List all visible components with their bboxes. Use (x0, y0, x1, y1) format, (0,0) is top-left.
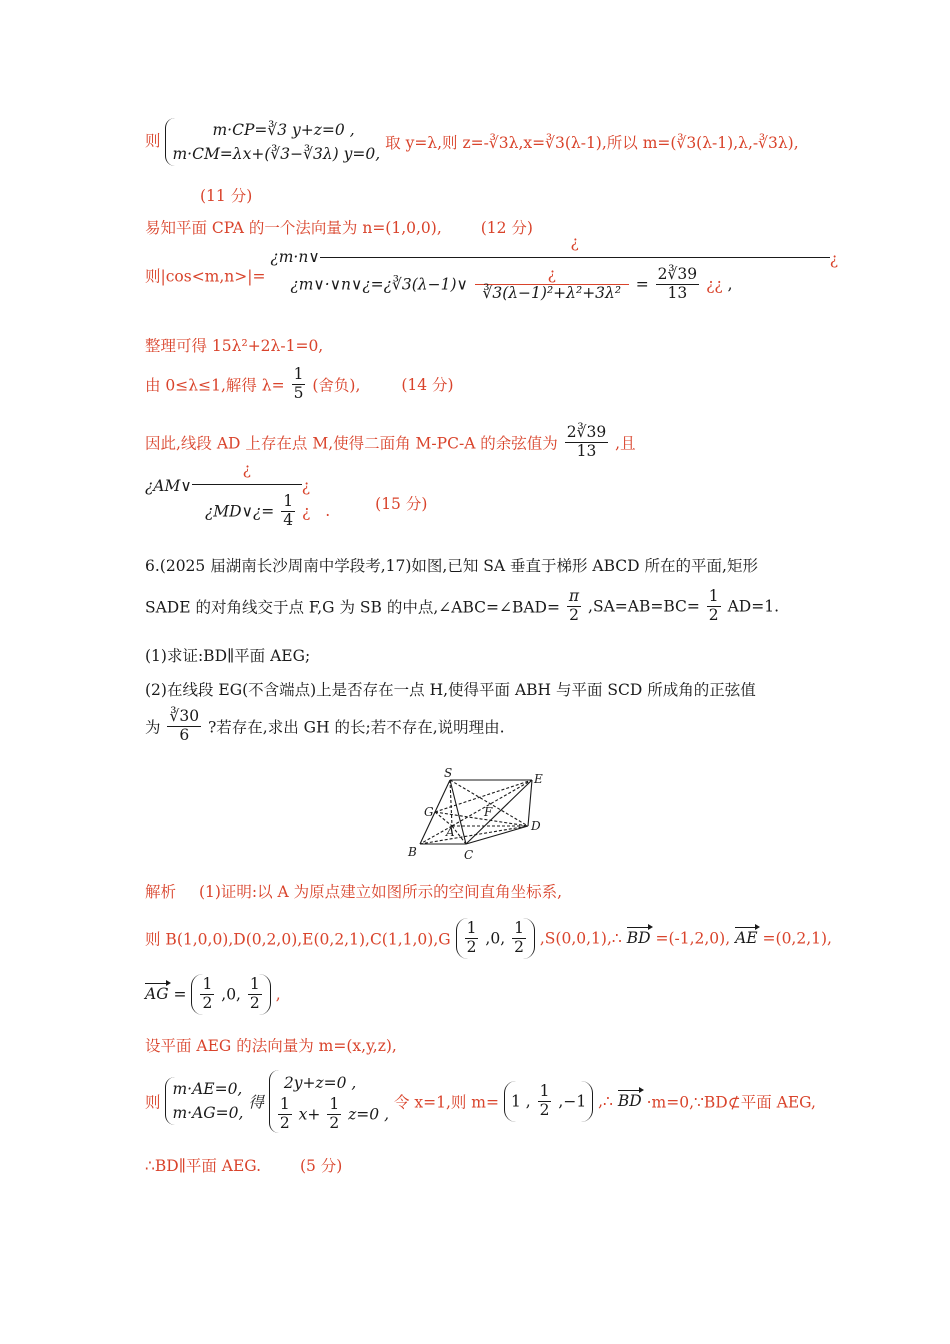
cos-prefix: 则|cos<m,n>|= (145, 267, 266, 286)
m-v2-num: 1 (539, 1082, 550, 1100)
cos-bar (320, 233, 830, 258)
q6-two2: 2 (708, 605, 719, 624)
score-5: (5 分) (299, 1157, 343, 1175)
conclusion-line (145, 424, 636, 461)
label-D: D (531, 819, 541, 833)
edge-ga (435, 812, 452, 826)
label-F: F (484, 805, 493, 819)
cos-fraction (270, 233, 838, 303)
solution-step1: (1)证明:以 A 为原点建立如图所示的空间直角坐标系, (198, 883, 563, 901)
cos-top: ¿m·n∨ (270, 248, 320, 266)
q6-sine-num: ∛30 (169, 707, 200, 725)
ag-x-den: 2 (202, 993, 213, 1012)
cos-line (145, 233, 838, 303)
cos-result (656, 266, 699, 303)
equation-cp: m·CP=∛3 y+z=0 , (212, 121, 355, 139)
ratio-num: 1 (283, 492, 294, 510)
eq-2y-z: 2y+z=0 , (283, 1074, 357, 1092)
score-15: (15 分) (375, 494, 428, 513)
system-line (145, 118, 799, 166)
conclusion-prefix: 因此,线段 AD 上存在点 M,使得二面角 M-PC-A 的余弦值为 (145, 434, 558, 453)
coords-bd-value: =(-1,2,0), (655, 929, 731, 948)
vec-ag: AG (145, 985, 169, 1004)
ag-tail: , (275, 985, 281, 1004)
cos-comma: , (727, 275, 733, 294)
solution-m: 取 y=λ,则 z=-∛3λ,x=∛3(λ-1),所以 m=(∛3(λ-1),λ,-∛3λ), (385, 134, 799, 152)
eq-half-z: z=0 , (348, 1105, 389, 1124)
vec-bd: BD (626, 929, 651, 948)
m-v2-den: 2 (539, 1100, 550, 1119)
q6-line2c: AD=1. (727, 597, 780, 616)
m-vector (504, 1081, 593, 1122)
q6-pi-frac (567, 588, 581, 625)
eq-m-ag: m·AG=0, (172, 1104, 244, 1123)
final-conclusion: ∴BD∥平面 AEG. (145, 1157, 262, 1175)
conclusion-frac (565, 424, 608, 461)
lambda-prefix: 由 0≤λ≤1,解得 λ= (145, 376, 285, 395)
score-14: (14 分) (401, 376, 454, 395)
cos-tail-top: ¿ (829, 250, 838, 268)
ag-mid: ,0, (221, 985, 241, 1004)
q6-line2b: ,SA=AB=BC= (588, 597, 700, 616)
ratio-bottom: ¿MD∨¿= (205, 502, 275, 521)
lambda-frac (292, 366, 306, 403)
score-11: (11 分) (200, 187, 253, 205)
cos-inner-den: ∛3(λ−1)²+λ²+3λ² (482, 283, 622, 302)
half-num: 1 (279, 1095, 290, 1113)
ze-prefix: 则 (145, 132, 161, 150)
ag-eq: = (173, 985, 187, 1004)
half-num2: 1 (329, 1095, 340, 1113)
conclusion-suffix: ,且 (615, 434, 636, 453)
ag-line (145, 974, 281, 1015)
label-E: E (534, 772, 543, 786)
cos-inner-frac (475, 266, 629, 303)
g-z-num: 1 (514, 919, 524, 937)
ratio-top-glyph: ¿ (242, 460, 251, 478)
label-B: B (408, 845, 417, 859)
q6-two: 2 (569, 605, 579, 624)
ratio-after: ¿ (301, 477, 311, 495)
lambda-suffix: (舍负), (312, 376, 361, 395)
coords-prefix: 则 B(1,0,0),D(0,2,0),E(0,2,1),C(1,1,0),G (145, 930, 451, 949)
q6-line1: 6.(2025 届湖南长沙周南中学段考,17)如图,已知 SA 垂直于梯形 ABCD 所在的平面,矩形 (145, 557, 758, 575)
half-den2: 2 (329, 1113, 340, 1132)
ratio-top: ¿AM∨ (145, 477, 192, 495)
label-S: S (444, 766, 453, 780)
ag-value (191, 974, 270, 1015)
equation-system (165, 118, 380, 166)
bd-not-in-plane: ·m=0,∵BD⊄平面 AEG, (646, 1093, 816, 1112)
ratio-line (145, 460, 428, 530)
eq-m-ae: m·AE=0, (172, 1080, 243, 1099)
ratio-den: 4 (283, 510, 294, 529)
edge-gd (435, 812, 528, 826)
coordinates-line (145, 918, 832, 959)
cos-bottom: ¿m∨·∨n∨¿=¿∛3(λ−1)∨ (290, 275, 468, 294)
label-A: A (446, 825, 455, 839)
label-G: G (424, 805, 434, 819)
vec-ae: AE (735, 929, 758, 948)
ratio-tail: ¿ (302, 502, 311, 521)
q6-p3-rest: ?若存在,求出 GH 的长;若不存在,说明理由. (208, 718, 505, 737)
q6-half-frac (707, 588, 721, 625)
q6-sine-den: 6 (179, 725, 190, 744)
cos-mid-glyph: ¿ (570, 233, 579, 251)
q6-p3-prefix: 为 (145, 718, 161, 737)
normal-m-line: 设平面 AEG 的法向量为 m=(x,y,z), (145, 1037, 397, 1055)
half-den: 2 (279, 1113, 290, 1132)
ratio-frac (281, 493, 295, 530)
ag-z-num: 1 (249, 975, 260, 993)
eq-half (276, 1096, 389, 1133)
q6-part2: (2)在线段 EG(不含端点)上是否存在一点 H,使得平面 ABH 与平面 SCD 所成角的正弦值 (145, 681, 756, 699)
g-x-num: 1 (466, 919, 477, 937)
m-after: ,∴ (598, 1092, 613, 1111)
cos-inner-num: ¿ (475, 266, 629, 285)
solution-line1 (145, 880, 562, 902)
cos-tail: ¿¿ (706, 275, 723, 294)
m-v3: ,−1 (558, 1092, 587, 1111)
q6-part1: (1)求证:BD∥平面 AEG; (145, 647, 311, 665)
equation-line: 整理可得 15λ²+2λ-1=0, (145, 337, 324, 355)
final-line (145, 1154, 342, 1176)
cos-result-den: 13 (667, 283, 688, 302)
ag-x-num: 1 (202, 975, 213, 993)
system-left (165, 1077, 243, 1125)
normal-vector-text: 易知平面 CPA 的一个法向量为 n=(1,0,0), (145, 219, 442, 237)
q6-part2-cont (145, 708, 505, 745)
q6-line2 (145, 588, 779, 625)
q6-pi: π (568, 587, 580, 605)
g-z-den: 2 (514, 937, 524, 956)
geometry-figure (400, 764, 560, 864)
system-prefix: 则 (145, 1093, 161, 1112)
lambda-line (145, 366, 454, 403)
cos-eq: = (635, 275, 649, 294)
lambda-den: 5 (293, 383, 304, 402)
m-v1: 1 , (510, 1092, 531, 1111)
system-de: 得 (248, 1093, 264, 1112)
edge-sd (450, 780, 528, 826)
conclusion-num: 2∛39 (566, 423, 607, 441)
normal-vector-line (145, 216, 533, 238)
g-coordinate (456, 918, 535, 959)
label-C: C (464, 848, 474, 862)
g-x-den: 2 (466, 937, 477, 956)
q6-one: 1 (708, 587, 719, 605)
conclusion-den: 13 (576, 441, 597, 460)
g-mid: ,0, (485, 929, 506, 948)
ratio-period: . (325, 502, 331, 521)
q6-sine-frac (167, 708, 201, 745)
q6-line2a: SADE 的对角线交于点 F,G 为 SB 的中点,∠ABC=∠BAD= (145, 598, 560, 617)
ag-z-den: 2 (249, 993, 260, 1012)
eq-half-x: x+ (298, 1105, 321, 1124)
cos-result-num: 2∛39 (657, 265, 698, 283)
system-right (269, 1070, 389, 1133)
lambda-num: 1 (293, 365, 304, 383)
score-12: (12 分) (480, 219, 533, 237)
coords-ae-value: =(0,2,1), (762, 929, 832, 948)
coords-s: ,S(0,0,1),∴ (539, 929, 622, 948)
ratio-bar (192, 460, 302, 485)
vec-bd-2: BD (617, 1092, 642, 1111)
let-x: 令 x=1,则 m= (393, 1093, 499, 1112)
solution-label: 解析 (145, 883, 177, 901)
equation-cm: m·CM=λx+(∛3−∛3λ) y=0, (172, 145, 381, 163)
normal-system-line (145, 1070, 816, 1133)
ratio-fraction (145, 460, 331, 530)
